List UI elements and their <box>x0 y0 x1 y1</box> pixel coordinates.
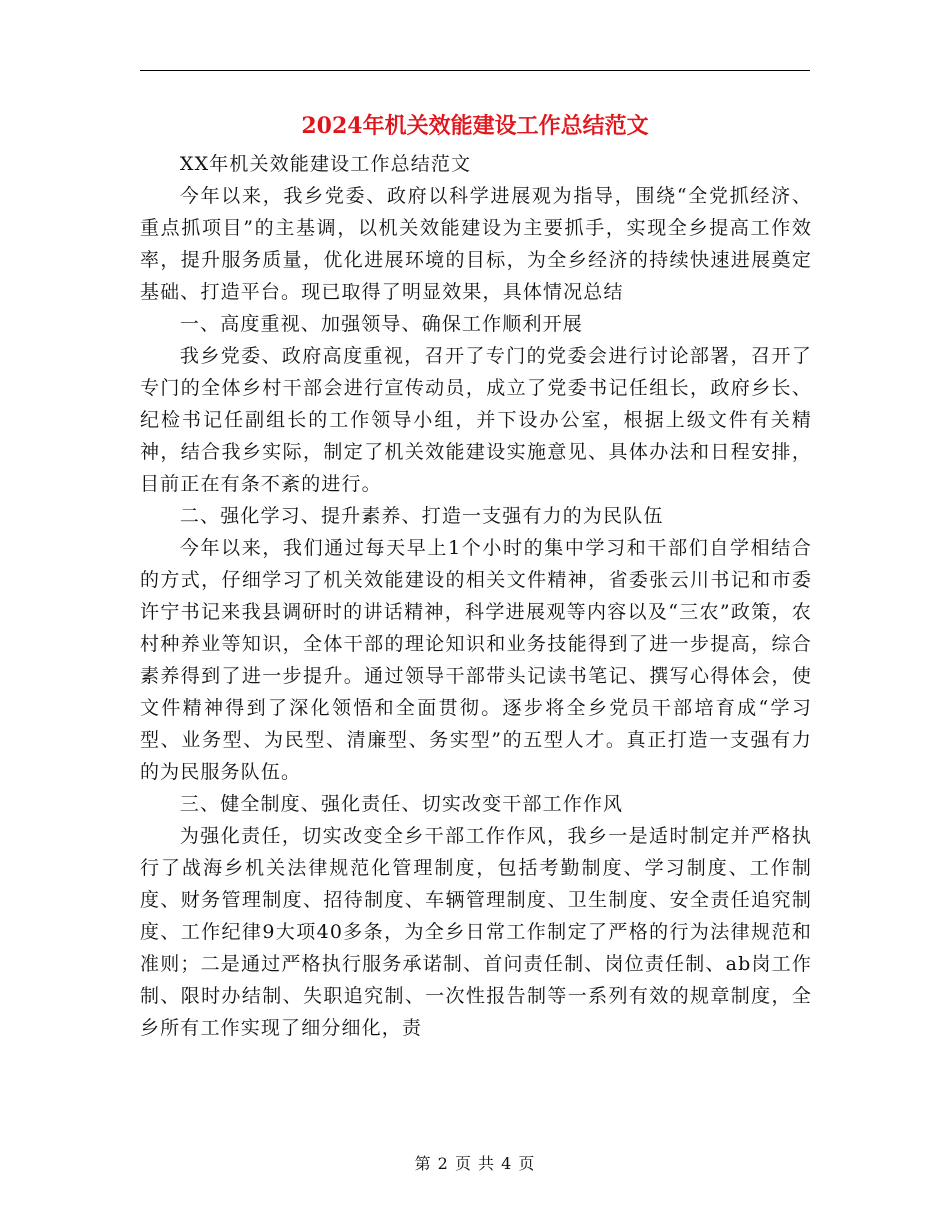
body-paragraph: 为强化责任，切实改变全乡干部工作作风，我乡一是适时制定并严格执行了战海乡机关法律规范化管理制度，包括考勤制度、学习制度、工作制度、财务管理制度、招待制度、车辆管理制度、卫生制度、安全责任追究制度、工作纪律9大项40多条，为全乡日常工作制定了严格的行为法律规范和准则；二是通过严格执行服务承诺制、首问责任制、岗位责任制、ab岗工作制、限时办结制、失职追究制、一次性报告制等一系列有效的规章制度，全乡所有工作实现了细分细化，责 <box>140 825 812 1039</box>
subtitle-paragraph: XX年机关效能建设工作总结范文 <box>179 153 472 175</box>
page-number-label: 第 2 页 共 4 页 <box>414 1154 536 1173</box>
document-body <box>140 148 812 1044</box>
intro-paragraph: 今年以来，我乡党委、政府以科学进展观为指导，围绕“全党抓经济、重点抓项目”的主基调，以机关效能建设为主要抓手，实现全乡提高工作效率，提升服务质量，优化进展环境的目标，为全乡经济的持续快速进展奠定基础、打造平台。现已取得了明显效果，具体情况总结 <box>140 185 812 303</box>
section-heading-1: 一、高度重视、加强领导、确保工作顺利开展 <box>179 313 583 335</box>
section-heading-2: 二、强化学习、提升素养、打造一支强有力的为民队伍 <box>179 505 664 527</box>
header-rule <box>140 70 810 71</box>
page-footer <box>0 1152 950 1176</box>
body-paragraph: 我乡党委、政府高度重视，召开了专门的党委会进行讨论部署，召开了专门的全体乡村干部会进行宣传动员，成立了党委书记任组长，政府乡长、纪检书记任副组长的工作领导小组，并下设办公室，根据上级文件有关精神，结合我乡实际，制定了机关效能建设实施意见、具体办法和日程安排，目前正在有条不紊的进行。 <box>140 345 812 495</box>
body-paragraph: 今年以来，我们通过每天早上1个小时的集中学习和干部们自学相结合的方式，仔细学习了机关效能建设的相关文件精神，省委张云川书记和市委许宁书记来我县调研时的讲话精神，科学进展观等内容以及“三农”政策，农村种养业等知识，全体干部的理论知识和业务技能得到了进一步提高，综合素养得到了进一步提升。通过领导干部带头记读书笔记、撰写心得体会，使文件精神得到了深化领悟和全面贯彻。逐步将全乡党员干部培育成“学习型、业务型、为民型、清廉型、务实型”的五型人才。真正打造一支强有力的为民服务队伍。 <box>140 537 812 783</box>
section-heading-3: 三、健全制度、强化责任、切实改变干部工作作风 <box>179 793 624 815</box>
document-title: 2024年机关效能建设工作总结范文 <box>301 113 649 139</box>
